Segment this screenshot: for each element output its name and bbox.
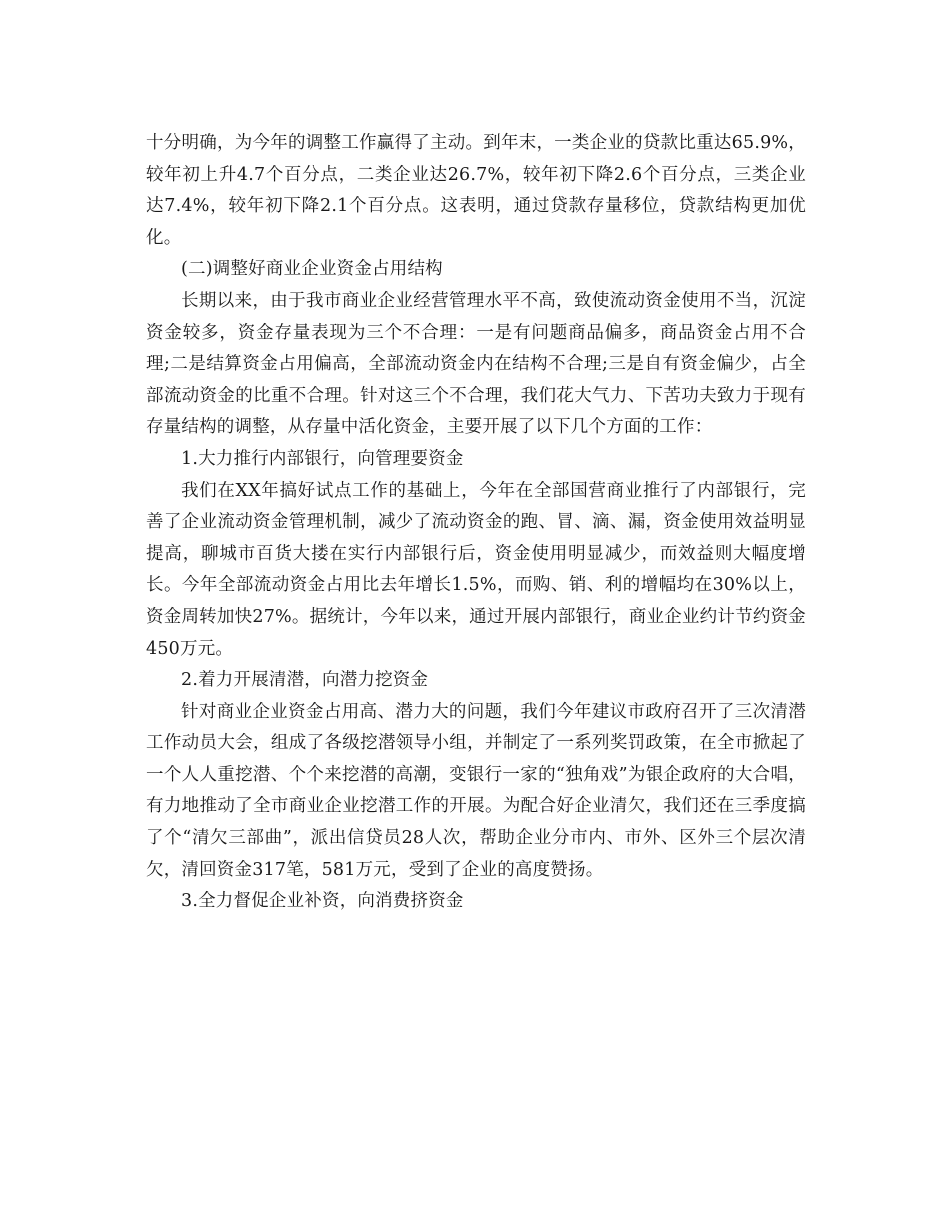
paragraph-internal-bank: 我们在XX年搞好试点工作的基础上，今年在全部国营商业推行了内部银行，完善了企业流动资金管理机制，减少了流动资金的跑、冒、滴、漏，资金使用效益明显提高，聊城市百货大搂在实行内部银行后，资金使用明显减少，而效益则大幅度增长。今年全部流动资金占用比去年增长1.5%，而购、销、利的增幅均在30%以上，资金周转加快27%。据统计，今年以来，通过开展内部银行，商业企业约计节约资金450万元。: [146, 480, 806, 659]
section-heading-capital-structure: (二)调整好商业企业资金占用结构: [181, 259, 443, 280]
paragraph-loan-structure: 十分明确，为今年的调整工作赢得了主动。到年末，一类企业的贷款比重达65.9%，较年初上升4.7个百分点，二类企业达26.7%，较年初下降2.6个百分点，三类企业达7.4%，较年初下降2.1个百分点。这表明，通过贷款存量移位，贷款结构更加优化。: [146, 133, 806, 248]
subheading-internal-bank: 1.大力推行内部银行，向管理要资金: [181, 448, 464, 469]
paragraph-clearing-potential: 针对商业企业资金占用高、潜力大的问题，我们今年建议市政府召开了三次清潜工作动员大会，组成了各级挖潜领导小组，并制定了一系列奖罚政策，在全市掀起了一个人人重挖潜、个个来挖潜的高潮，变银行一家的“独角戏”为银企政府的大合唱，有力地推动了全市商业企业挖潜工作的开展。为配合好企业清欠，我们还在三季度搞了个“清欠三部曲”，派出信贷员28人次，帮助企业分市内、市外、区外三个层次清欠，清回资金317笔，581万元，受到了企业的高度赞扬。: [146, 701, 806, 880]
subheading-capital-supplement: 3.全力督促企业补资，向消费挤资金: [181, 891, 464, 912]
document-body: [146, 128, 806, 918]
paragraph-capital-problems: 长期以来，由于我市商业企业经营管理水平不高，致使流动资金使用不当，沉淀资金较多，资金存量表现为三个不合理：一是有问题商品偏多，商品资金占用不合理;二是结算资金占用偏高，全部流动资金内在结构不合理;三是自有资金偏少，占全部流动资金的比重不合理。针对这三个不合理，我们花大气力、下苦功夫致力于现有存量结构的调整，从存量中活化资金，主要开展了以下几个方面的工作：: [146, 290, 806, 438]
subheading-clearing-potential: 2.着力开展清潜，向潜力挖资金: [181, 670, 429, 691]
